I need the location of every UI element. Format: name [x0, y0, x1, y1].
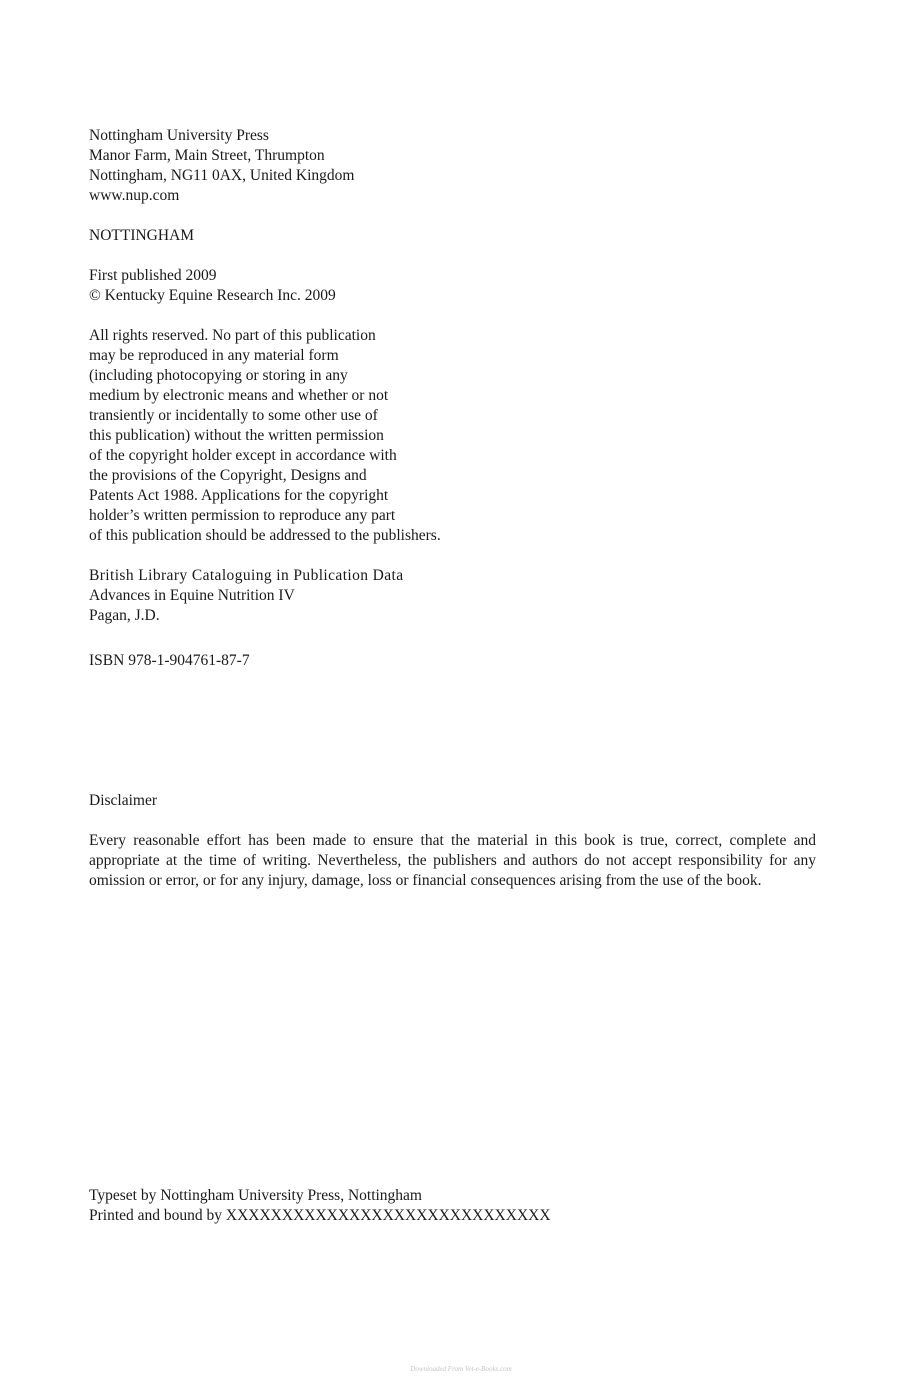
- imprint-name: NOTTINGHAM: [89, 227, 195, 244]
- imprint: [89, 226, 194, 246]
- rights-line: holder’s written permission to reproduce any part: [89, 507, 396, 524]
- rights-line: of this publication should be addressed to the publishers.: [89, 527, 441, 544]
- cataloguing-data: [89, 566, 404, 626]
- rights-line: (including photocopying or storing in any: [89, 367, 348, 384]
- printer-credit: Printed and bound by XXXXXXXXXXXXXXXXXXXXXXXXXXXXX: [89, 1207, 551, 1224]
- rights-line: of the copyright holder except in accordance with: [89, 447, 397, 464]
- disclaimer-heading-wrapper: [89, 791, 157, 811]
- download-watermark: Downloaded From Vet-e-Books.com: [410, 1365, 512, 1373]
- rights-line: medium by electronic means and whether or not: [89, 387, 389, 404]
- isbn-number: ISBN 978-1-904761-87-7: [89, 652, 250, 669]
- publisher-street: Manor Farm, Main Street, Thrumpton: [89, 147, 325, 164]
- disclaimer-heading: Disclaimer: [89, 792, 158, 809]
- publisher-address: [89, 126, 355, 206]
- publisher-city: Nottingham, NG11 0AX, United Kingdom: [89, 167, 355, 184]
- rights-line: Patents Act 1988. Applications for the copyright: [89, 487, 389, 504]
- publisher-website: www.nup.com: [89, 187, 180, 204]
- rights-line: transiently or incidentally to some other use of: [89, 407, 378, 424]
- rights-line: may be reproduced in any material form: [89, 347, 339, 364]
- production-credits: [89, 1186, 551, 1226]
- isbn: [89, 651, 250, 671]
- rights-line: this publication) without the written permission: [89, 427, 384, 444]
- typeset-credit: Typeset by Nottingham University Press, Nottingham: [89, 1187, 422, 1204]
- rights-line: All rights reserved. No part of this publication: [89, 327, 376, 344]
- book-author: Pagan, J.D.: [89, 607, 160, 624]
- rights-line: the provisions of the Copyright, Designs and: [89, 467, 367, 484]
- first-published: First published 2009: [89, 267, 217, 284]
- publication-info: [89, 266, 336, 306]
- cataloguing-heading: British Library Cataloguing in Publication Data: [89, 567, 404, 584]
- publisher-name: Nottingham University Press: [89, 127, 269, 144]
- rights-statement: [89, 326, 441, 546]
- book-title: Advances in Equine Nutrition IV: [89, 587, 295, 604]
- disclaimer-text: Every reasonable effort has been made to ensure that the material in this book is true, correct, complete and appropriate at the time of writing. Nevertheless, the publishers and authors do not accept responsibility for any omission or error, or for any injury, damage, loss or financial consequences arising from the use of the book.: [89, 832, 816, 889]
- copyright-notice: © Kentucky Equine Research Inc. 2009: [89, 287, 336, 304]
